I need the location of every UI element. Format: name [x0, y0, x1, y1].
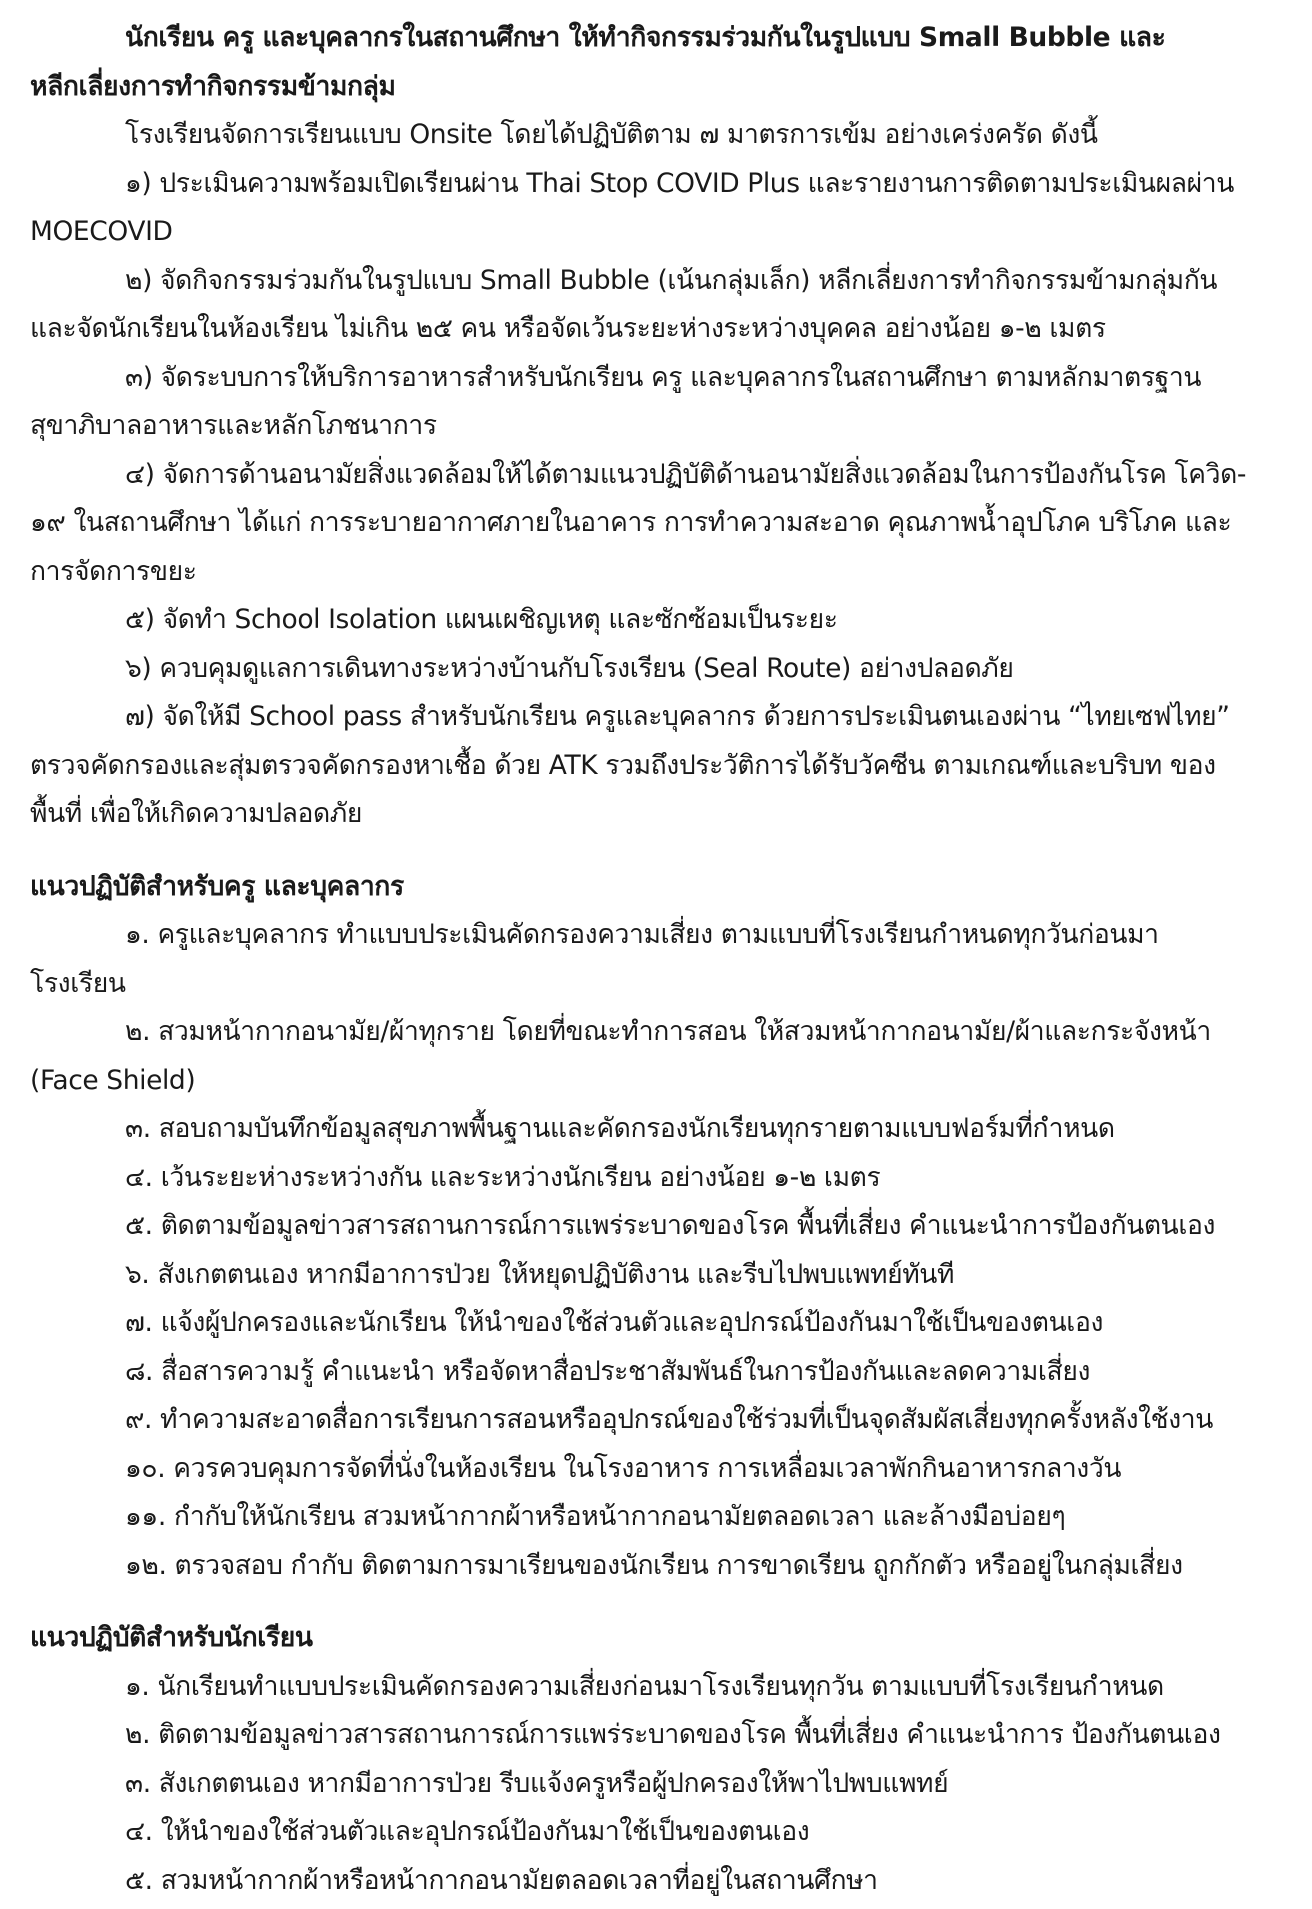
measure-7-line-2: ตรวจคัดกรองและสุ่มตรวจคัดกรองหาเชื้อ ด้วย ATK รวมถึงประวัติการได้รับวัคซีน ตามเกณฑ์และบริบท ของ [30, 749, 1216, 781]
teacher-item [30, 911, 1288, 1008]
student-5: ๕. สวมหน้ากากผ้าหรือหน้ากากอนามัยตลอดเวลาที่อยู่ในสถานศึกษา [125, 1864, 878, 1896]
teacher-11: ๑๑. กำกับให้นักเรียน สวมหน้ากากผ้าหรือหน้ากากอนามัยตลอดเวลา และล้างมือบ่อยๆ [125, 1501, 1066, 1532]
measure-item [30, 693, 1288, 839]
teacher-10: ๑๐. ควรควบคุมการจัดที่นั่งในห้องเรียน ในโรงอาหาร การเหลื่อมเวลาพักกินอาหารกลางวัน [125, 1452, 1122, 1484]
teacher-8: ๘. สื่อสารความรู้ คำแนะนำ หรือจัดหาสื่อประชาสัมพันธ์ในการป้องกันและลดความเสี่ยง [125, 1355, 1090, 1387]
students-heading: แนวปฏิบัติสำหรับนักเรียน [30, 1622, 313, 1653]
teacher-2-line-1: ๒. สวมหน้ากากอนามัย/ผ้าทุกราย โดยที่ขณะทำการสอน ให้สวมหน้ากากอนามัย/ผ้าและกระจังหน้า [125, 1016, 1211, 1047]
measure-7-line-3: พื้นที่ เพื่อให้เกิดความปลอดภัย [30, 798, 362, 829]
teacher-item [30, 1008, 1288, 1105]
student-3: ๓. สังเกตตนเอง หากมีอาการป่วย รีบแจ้งครูหรือผู้ปกครองให้พาไปพบแพทย์ [125, 1767, 949, 1799]
teacher-7: ๗. แจ้งผู้ปกครองและนักเรียน ให้นำของใช้ส่วนตัวและอุปกรณ์ป้องกันมาใช้เป็นของตนเอง [125, 1307, 1104, 1338]
measure-4-line-1: ๔) จัดการด้านอนามัยสิ่งแวดล้อมให้ได้ตามแนวปฏิบัติด้านอนามัยสิ่งแวดล้อมในการป้องกันโรค โควิด- [125, 458, 1247, 490]
measure-4-line-3: การจัดการขยะ [30, 555, 197, 587]
measure-item [30, 596, 1288, 645]
teacher-2-line-2: (Face Shield) [30, 1064, 196, 1096]
measure-3-line-2: สุขาภิบาลอาหารและหลักโภชนาการ [30, 410, 437, 441]
measure-item [30, 451, 1288, 597]
measure-2-line-1: ๒) จัดกิจกรรมร่วมกันในรูปแบบ Small Bubble (เน้นกลุ่มเล็ก) หลีกเลี่ยงการทำกิจกรรมข้ามกลุ่มกัน [125, 264, 1218, 296]
measure-1-line-2: MOECOVID [30, 216, 173, 247]
teacher-3: ๓. สอบถามบันทึกข้อมูลสุขภาพพื้นฐานและคัดกรองนักเรียนทุกรายตามแบบฟอร์มที่กำหนด [125, 1113, 1115, 1144]
teacher-1-line-1: ๑. ครูและบุคลากร ทำแบบประเมินคัดกรองความเสี่ยง ตามแบบที่โรงเรียนกำหนดทุกวันก่อนมา [125, 919, 1159, 950]
section-spacer [30, 839, 1288, 863]
measure-item [30, 645, 1288, 694]
measures-section [30, 111, 1288, 839]
measure-3-line-1: ๓) จัดระบบการให้บริการอาหารสำหรับนักเรียน ครู และบุคลากรในสถานศึกษา ตามหลักมาตรฐาน [125, 361, 1202, 393]
teachers-section [30, 863, 1288, 1591]
measure-2-line-2: และจัดนักเรียนในห้องเรียน ไม่เกิน ๒๕ คน หรือจัดเว้นระยะห่างระหว่างบุคคล อย่างน้อย ๑-๒ เมตร [30, 313, 1106, 344]
students-section [30, 1614, 1288, 1905]
teachers-heading: แนวปฏิบัติสำหรับครู และบุคลากร [30, 870, 404, 902]
measure-5-line-1: ๕) จัดทำ School Isolation แผนเผชิญเหตุ และซักซ้อมเป็นระยะ [125, 604, 838, 635]
student-1: ๑. นักเรียนทำแบบประเมินคัดกรองความเสี่ยงก่อนมาโรงเรียนทุกวัน ตามแบบที่โรงเรียนกำหนด [125, 1670, 1164, 1702]
teacher-6: ๖. สังเกตตนเอง หากมีอาการป่วย ให้หยุดปฏิบัติงาน และรีบไปพบแพทย์ทันที [125, 1258, 955, 1290]
teacher-9: ๙. ทำความสะอาดสื่อการเรียนการสอนหรืออุปกรณ์ของใช้ร่วมที่เป็นจุดสัมผัสเสี่ยงทุกครั้งหลังใช้งาน [125, 1404, 1213, 1435]
intro-section [30, 14, 1288, 111]
measure-item [30, 354, 1288, 451]
measure-1-line-1: ๑) ประเมินความพร้อมเปิดเรียนผ่าน Thai Stop COVID Plus และรายงานการติดตามประเมินผลผ่าน [125, 167, 1234, 199]
measures-heading: โรงเรียนจัดการเรียนแบบ Onsite โดยได้ปฏิบัติตาม ๗ มาตรการเข้ม อย่างเคร่งครัด ดังนี้ [125, 119, 1098, 150]
student-4: ๔. ให้นำของใช้ส่วนตัวและอุปกรณ์ป้องกันมาใช้เป็นของตนเอง [125, 1816, 810, 1847]
intro-line-1: นักเรียน ครู และบุคลากรในสถานศึกษา ให้ทำกิจกรรมร่วมกันในรูปแบบ Small Bubble และ [125, 22, 1166, 53]
teacher-12: ๑๒. ตรวจสอบ กำกับ ติดตามการมาเรียนของนักเรียน การขาดเรียน ถูกกักตัว หรืออยู่ในกลุ่มเสี่ยง [125, 1549, 1183, 1581]
section-spacer [30, 1590, 1288, 1614]
intro-line-2: หลีกเลี่ยงการทำกิจกรรมข้ามกลุ่ม [30, 70, 396, 102]
measure-6-line-1: ๖) ควบคุมดูแลการเดินทางระหว่างบ้านกับโรงเรียน (Seal Route) อย่างปลอดภัย [125, 652, 1014, 684]
teacher-4: ๔. เว้นระยะห่างระหว่างกัน และระหว่างนักเรียน อย่างน้อย ๑-๒ เมตร [125, 1161, 881, 1193]
measure-item [30, 160, 1288, 257]
measure-item [30, 257, 1288, 354]
teacher-5: ๕. ติดตามข้อมูลข่าวสารสถานการณ์การแพร่ระบาดของโรค พื้นที่เสี่ยง คำแนะนำการป้องกันตนเอง [125, 1210, 1216, 1241]
student-2: ๒. ติดตามข้อมูลข่าวสารสถานการณ์การแพร่ระบาดของโรค พื้นที่เสี่ยง คำแนะนำการ ป้องกันตนเอง [125, 1719, 1221, 1750]
teacher-1-line-2: โรงเรียน [30, 967, 126, 999]
measure-7-line-1: ๗) จัดให้มี School pass สำหรับนักเรียน ครูและบุคลากร ด้วยการประเมินตนเองผ่าน “ไทยเซฟไทย” [125, 701, 1230, 732]
measure-4-line-2: ๑๙ ในสถานศึกษา ได้แก่ การระบายอากาศภายในอาคาร การทำความสะอาด คุณภาพน้ำอุปโภค บริโภค และ [30, 507, 1232, 538]
